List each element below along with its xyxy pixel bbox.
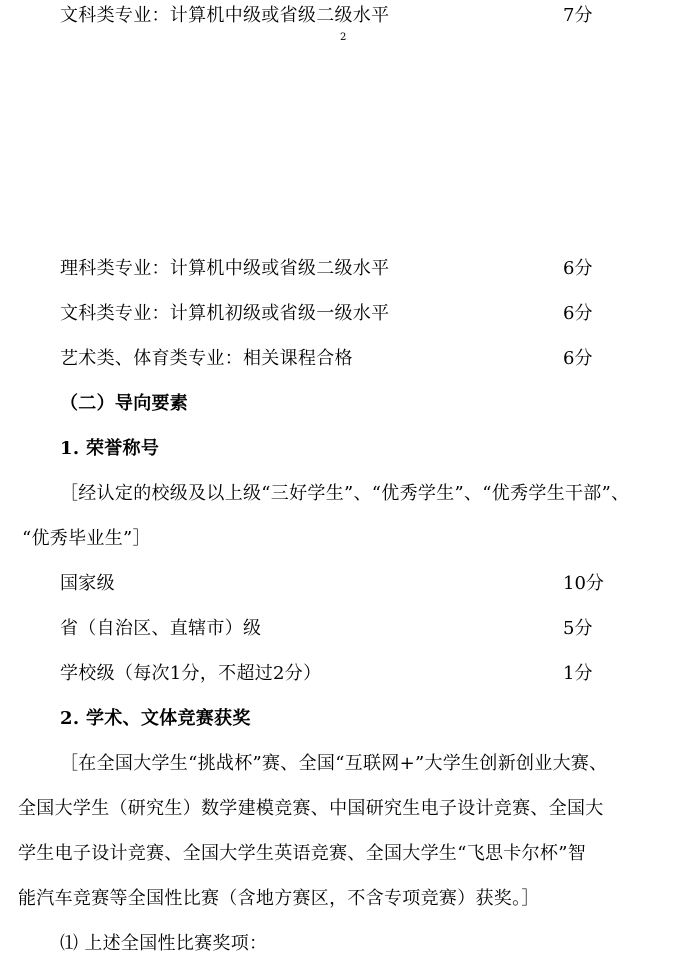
competitions-para-line-4: 能汽车竞赛等全国性比赛（含地方赛区，不含专项竞赛）获奖。］ bbox=[18, 888, 540, 909]
item-score-arts-computer-intermediate: 7分 bbox=[563, 5, 593, 26]
honors-note-line-1: ［经认定的校级及以上级“三好学生”、“优秀学生”、“优秀学生干部”、 bbox=[60, 483, 630, 504]
honors-item-label-provincial: 省（自治区、直辖市）级 bbox=[60, 618, 262, 639]
competitions-para-line-3: 学生电子设计竞赛、全国大学生英语竞赛、全国大学生“飞思卡尔杯”智 bbox=[18, 843, 587, 864]
item-score-arts-computer-basic: 6分 bbox=[563, 303, 593, 324]
honors-item-score-national: 10分 bbox=[563, 573, 604, 594]
item-label-science-computer: 理科类专业：计算机中级或省级二级水平 bbox=[60, 258, 390, 279]
item-label-art-sports: 艺术类、体育类专业：相关课程合格 bbox=[60, 348, 353, 369]
section-heading: （二）导向要素 bbox=[60, 393, 189, 414]
subsection-heading-competitions: 2. 学术、文体竞赛获奖 bbox=[60, 708, 251, 729]
page-number: 2 bbox=[340, 32, 347, 43]
competitions-para-line-1: ［在全国大学生“挑战杯”赛、全国“互联网+”大学生创新创业大赛、 bbox=[60, 753, 608, 774]
competitions-item-1: ⑴ 上述全国性比赛奖项： bbox=[60, 933, 268, 954]
subsection-heading-honors: 1. 荣誉称号 bbox=[60, 438, 160, 459]
item-score-science-computer: 6分 bbox=[563, 258, 593, 279]
item-label-arts-computer-intermediate: 文科类专业：计算机中级或省级二级水平 bbox=[60, 5, 390, 26]
honors-item-label-school: 学校级（每次1分，不超过2分） bbox=[60, 663, 322, 684]
honors-note-line-2: “优秀毕业生”］ bbox=[22, 528, 151, 549]
item-score-art-sports: 6分 bbox=[563, 348, 593, 369]
item-label-arts-computer-basic: 文科类专业：计算机初级或省级一级水平 bbox=[60, 303, 390, 324]
competitions-para-line-2: 全国大学生（研究生）数学建模竞赛、中国研究生电子设计竞赛、全国大 bbox=[18, 798, 604, 819]
honors-item-score-provincial: 5分 bbox=[563, 618, 593, 639]
honors-item-score-school: 1分 bbox=[563, 663, 593, 684]
honors-item-label-national: 国家级 bbox=[60, 573, 115, 594]
